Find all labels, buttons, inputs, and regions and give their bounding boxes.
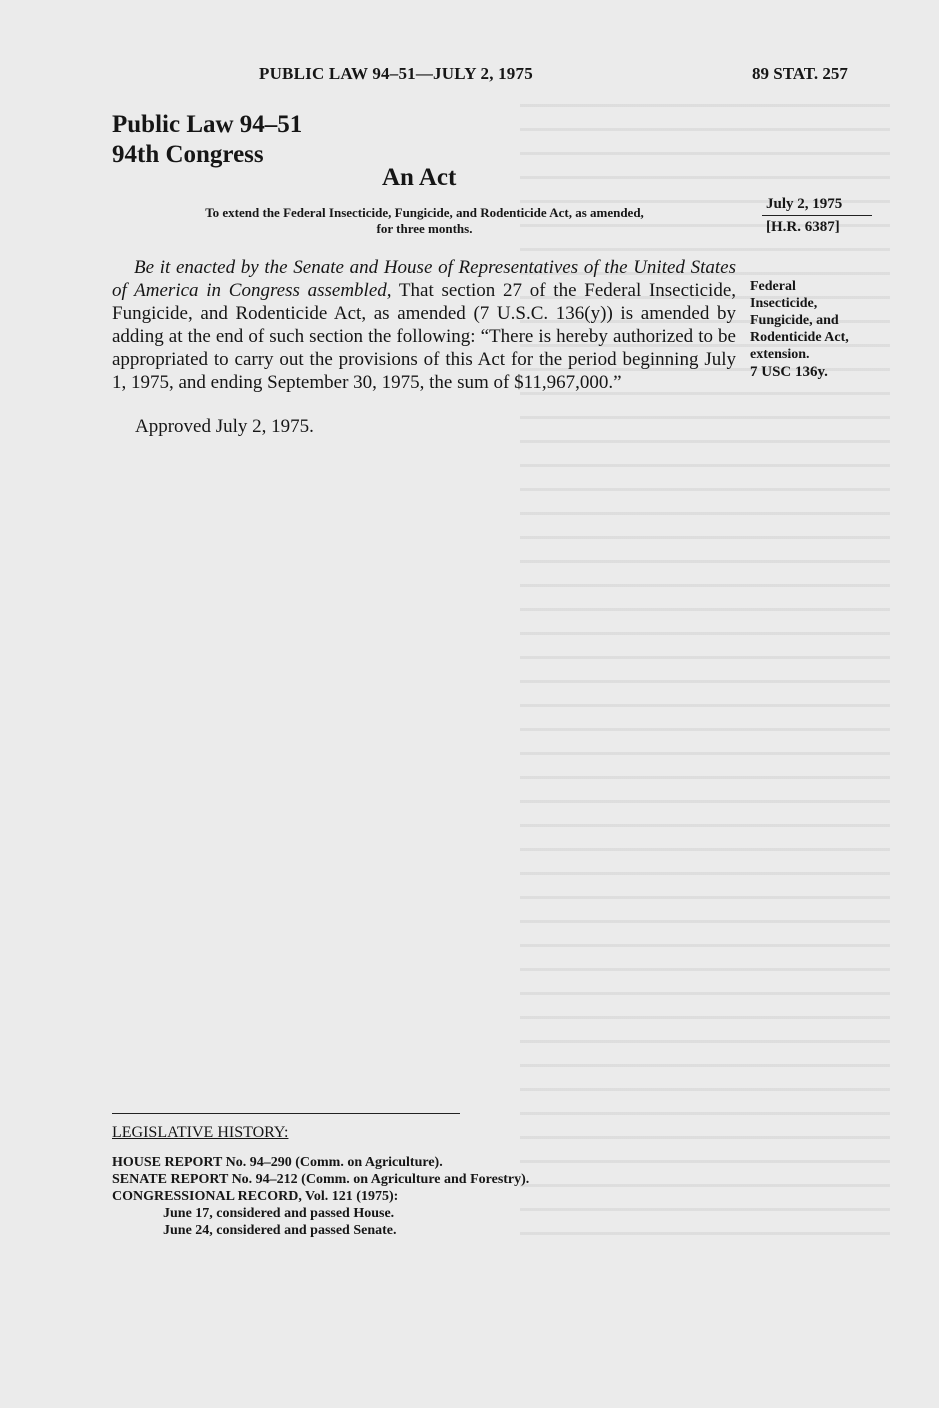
legislative-history-list bbox=[112, 1154, 529, 1239]
running-header: PUBLIC LAW 94–51—JULY 2, 1975 bbox=[259, 64, 533, 83]
section-text: That section 27 of the Federal Insecticide, Fungicide, and Rodenticide Act, as amended (7 U.S.C. 136(y)) is amended by adding at the end of such section the following: “There is hereby authorized to be appropriated to carry out the provisions of this Act for the period beginning July 1, 1975, and ending September 30, 1975, the sum of $11,967,000.” bbox=[112, 280, 736, 393]
act-body-paragraph bbox=[112, 256, 736, 394]
legislative-history-heading: LEGISLATIVE HISTORY: bbox=[112, 1124, 289, 1141]
footnote-rule bbox=[112, 1113, 460, 1114]
enacting-clause: Be it enacted by the Senate and House of Representatives of the United States of America in Congress assembled, bbox=[112, 257, 736, 301]
margin-note-line: extension. bbox=[750, 347, 810, 362]
record-entry: June 17, considered and passed House. bbox=[163, 1206, 395, 1221]
approved-line: Approved July 2, 1975. bbox=[135, 416, 314, 437]
margin-note-line: Rodenticide Act, bbox=[750, 330, 849, 345]
bill-number: [H.R. 6387] bbox=[766, 219, 840, 235]
approval-date: July 2, 1975 bbox=[762, 196, 872, 216]
margin-note-line: Federal bbox=[750, 279, 796, 294]
stat-citation: 89 STAT. 257 bbox=[752, 64, 848, 83]
purpose-line: To extend the Federal Insecticide, Fungicide, and Rodenticide Act, as amended, bbox=[205, 205, 644, 220]
house-report: HOUSE REPORT No. 94–290 (Comm. on Agriculture). bbox=[112, 1155, 443, 1170]
purpose-line: for three months. bbox=[376, 221, 473, 236]
senate-report: SENATE REPORT No. 94–212 (Comm. on Agriculture and Forestry). bbox=[112, 1172, 530, 1187]
law-number: Public Law 94–51 bbox=[112, 111, 303, 138]
margin-note-line: Insecticide, bbox=[750, 296, 818, 311]
congressional-record: CONGRESSIONAL RECORD, Vol. 121 (1975): bbox=[112, 1189, 399, 1204]
usc-citation: 7 USC 136y. bbox=[750, 364, 828, 380]
law-title-block bbox=[112, 110, 302, 170]
date-bill-box bbox=[762, 196, 872, 236]
record-entry: June 24, considered and passed Senate. bbox=[163, 1223, 397, 1238]
congress-label: 94th Congress bbox=[112, 141, 264, 168]
margin-note bbox=[750, 278, 880, 381]
margin-note-line: Fungicide, and bbox=[750, 313, 839, 328]
act-heading: An Act bbox=[382, 164, 457, 191]
act-purpose bbox=[112, 205, 737, 237]
